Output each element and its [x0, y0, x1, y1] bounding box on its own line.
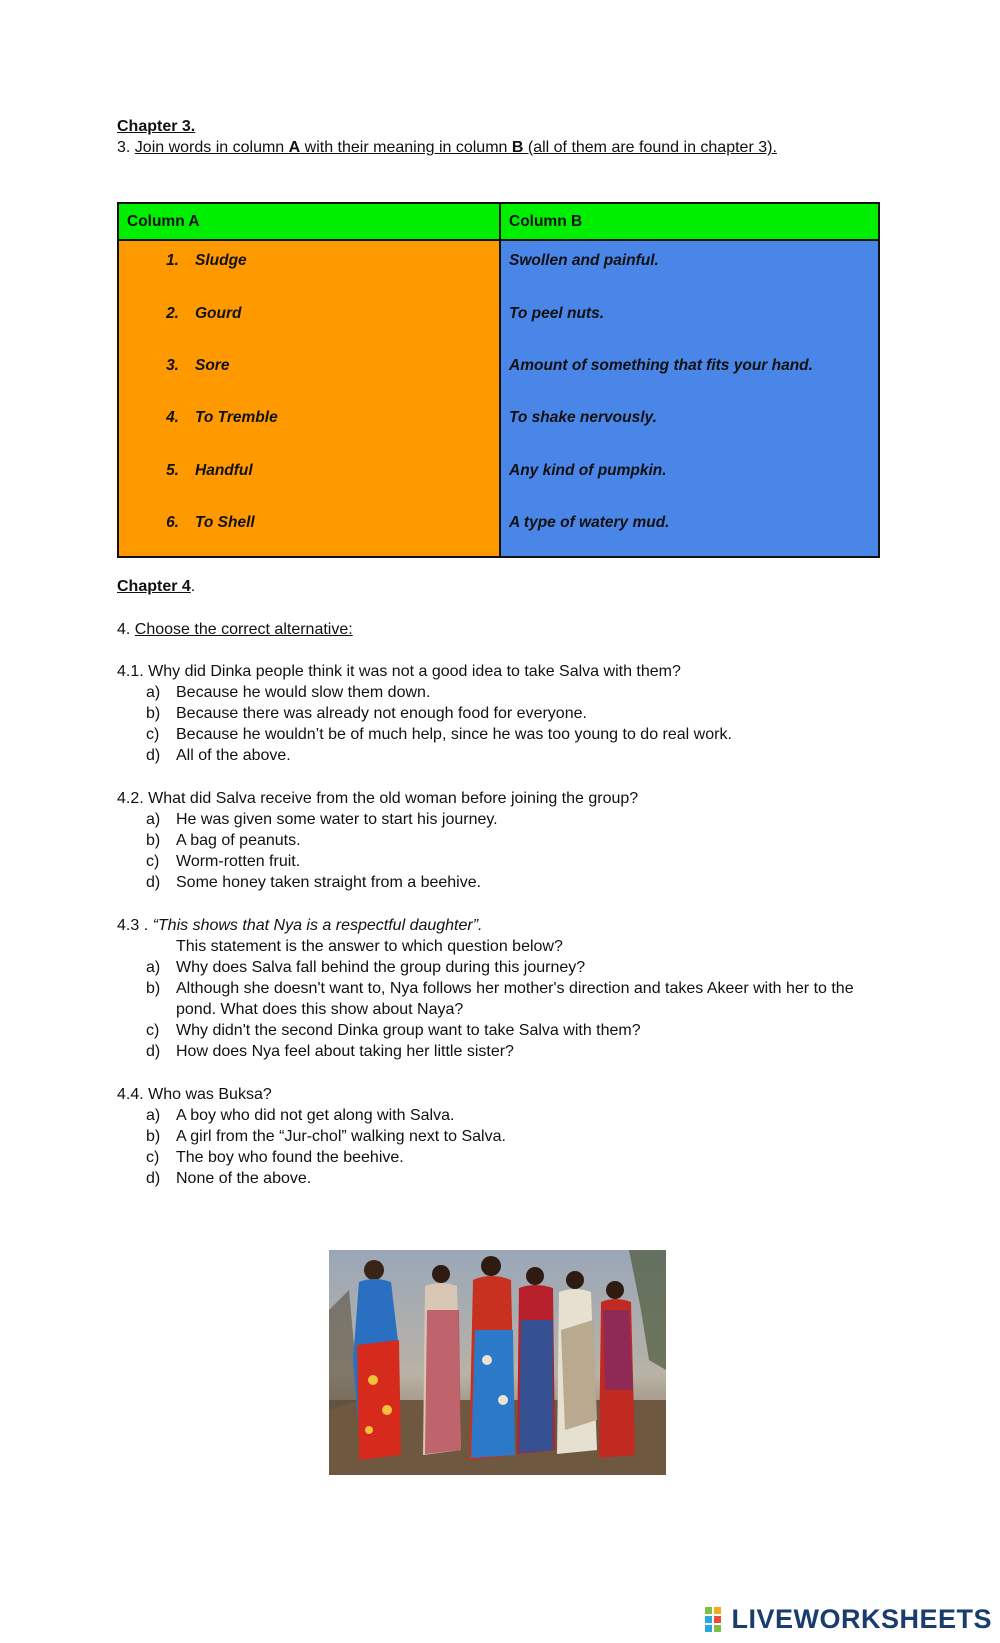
column-a-item[interactable]: 2. Gourd — [118, 294, 500, 346]
question-4-3 — [117, 915, 897, 1062]
option-b[interactable]: b) Although she doesn't want to, Nya follows her mother's direction and takes Akeer with her to the pond. What does this show about Naya? — [146, 980, 854, 1018]
question-text: 4.3 . “This shows that Nya is a respectful daughter”. — [117, 917, 483, 934]
liveworksheets-logo-icon — [705, 1607, 731, 1633]
question-4-4 — [117, 1084, 897, 1189]
chapter4-heading: Chapter 4. — [117, 578, 196, 595]
question-subtext: This statement is the answer to which question below? — [176, 938, 563, 955]
column-a-item[interactable]: 4. To Tremble — [118, 398, 500, 450]
option-c[interactable]: c) Why didn't the second Dinka group want to take Salva with them? — [146, 1022, 641, 1039]
question-text: 4.4. Who was Buksa? — [117, 1086, 272, 1103]
option-c[interactable]: c) Worm-rotten fruit. — [146, 853, 301, 870]
option-b[interactable]: b) A bag of peanuts. — [146, 832, 301, 849]
option-b[interactable]: b) Because there was already not enough food for everyone. — [146, 705, 587, 722]
option-a[interactable]: a) Why does Salva fall behind the group during this journey? — [146, 959, 586, 976]
column-b-item[interactable]: To peel nuts. — [500, 294, 879, 346]
matching-table — [117, 202, 880, 558]
column-b-item[interactable]: To shake nervously. — [500, 398, 879, 450]
chapter3-instruction: 3. Join words in column A with their meaning in column B (all of them are found in chapter 3). — [117, 139, 777, 156]
column-a-item[interactable]: 3. Sore — [118, 346, 500, 398]
table-row — [118, 451, 879, 503]
chapter3-heading: Chapter 3. — [117, 118, 196, 135]
column-b-item[interactable]: Any kind of pumpkin. — [500, 451, 879, 503]
option-b[interactable]: b) A girl from the “Jur-chol” walking next to Salva. — [146, 1128, 506, 1145]
column-b-item[interactable]: A type of watery mud. — [500, 503, 879, 557]
question-text: 4.2. What did Salva receive from the old woman before joining the group? — [117, 790, 639, 807]
chapter3-header — [117, 116, 887, 158]
option-a[interactable]: a) A boy who did not get along with Salva. — [146, 1107, 455, 1124]
column-b-item[interactable]: Swollen and painful. — [500, 240, 879, 294]
table-row — [118, 503, 879, 557]
column-a-item[interactable]: 1. Sludge — [118, 240, 500, 294]
option-c[interactable]: c) Because he wouldn’t be of much help, since he was too young to do real work. — [146, 726, 732, 743]
option-a[interactable]: a) He was given some water to start his journey. — [146, 811, 498, 828]
chapter4-instruction: 4. Choose the correct alternative: — [117, 621, 353, 638]
question-text: 4.1. Why did Dinka people think it was not a good idea to take Salva with them? — [117, 663, 681, 680]
table-row — [118, 294, 879, 346]
column-b-item[interactable]: Amount of something that fits your hand. — [500, 346, 879, 398]
column-b-header: Column B — [500, 203, 879, 240]
photo-dinka-people — [329, 1250, 666, 1475]
option-d[interactable]: d) All of the above. — [146, 747, 291, 764]
liveworksheets-logo-text: LIVEWORKSHEETS — [731, 1604, 992, 1634]
option-c[interactable]: c) The boy who found the beehive. — [146, 1149, 404, 1166]
option-d[interactable]: d) None of the above. — [146, 1170, 312, 1187]
question-4-2 — [117, 788, 897, 893]
column-a-header: Column A — [118, 203, 500, 240]
option-d[interactable]: d) How does Nya feel about taking her little sister? — [146, 1043, 514, 1060]
option-a[interactable]: a) Because he would slow them down. — [146, 684, 431, 701]
question-4-1 — [117, 661, 897, 766]
option-d[interactable]: d) Some honey taken straight from a beehive. — [146, 874, 482, 891]
table-row — [118, 346, 879, 398]
table-row — [118, 398, 879, 450]
table-row — [118, 240, 879, 294]
column-a-item[interactable]: 5. Handful — [118, 451, 500, 503]
column-a-item[interactable]: 6. To Shell — [118, 503, 500, 557]
liveworksheets-logo — [705, 1604, 992, 1635]
